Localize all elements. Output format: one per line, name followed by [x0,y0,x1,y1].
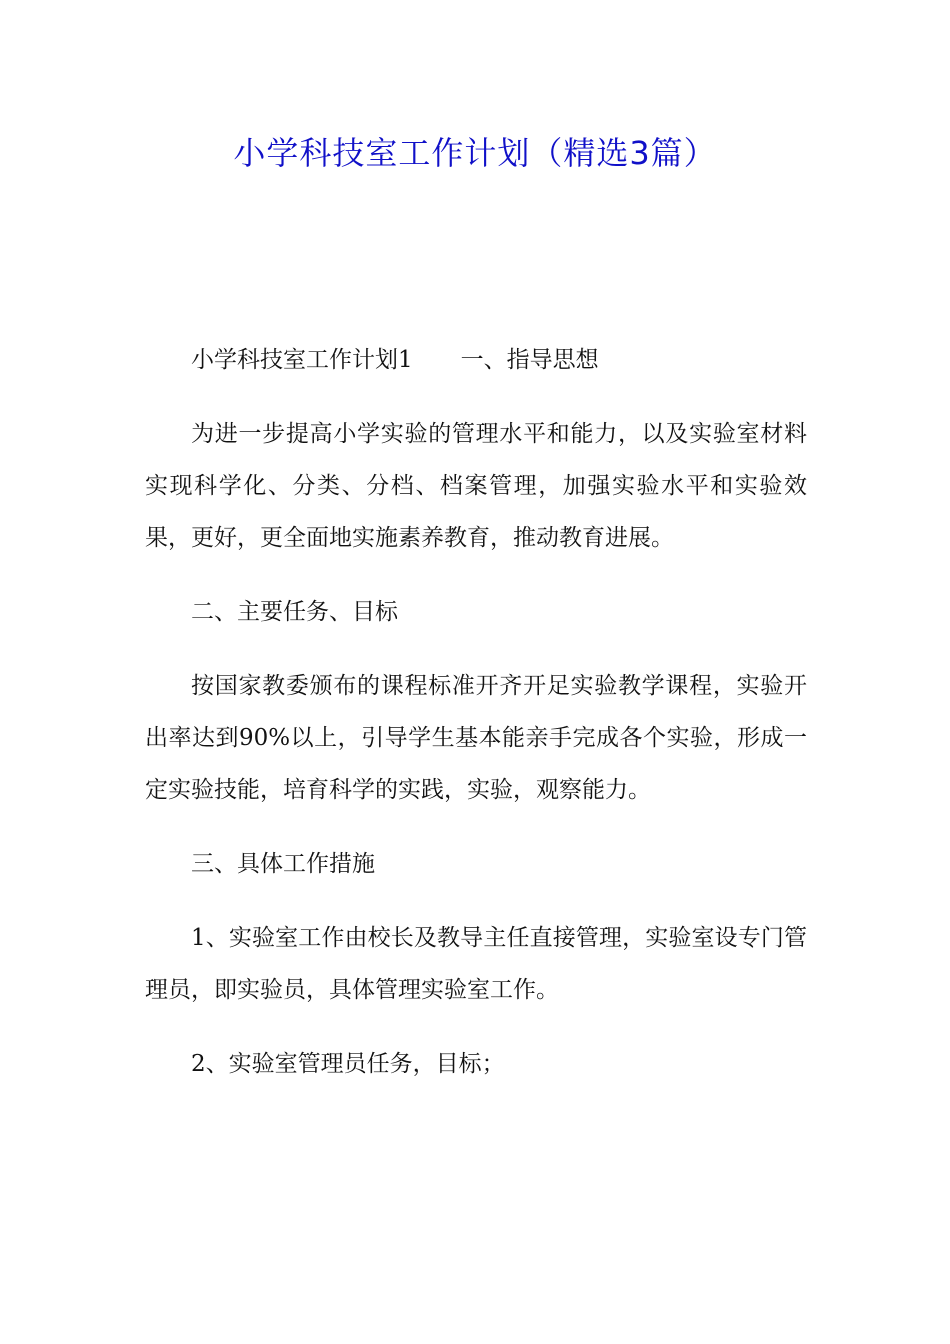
paragraph: 三、具体工作措施 [191,851,375,877]
document-title: 小学科技室工作计划（精选3篇） [233,134,717,172]
paragraph: 为进一步提高小学实验的管理水平和能力，以及实验室材料实现科学化、分类、分档、档案管理，加强实验水平和实验效果，更好，更全面地实施素养教育，推动教育进展。 [145,421,807,551]
document-body [145,334,807,1112]
paragraph: 1、实验室工作由校长及教导主任直接管理，实验室设专门管理员，即实验员，具体管理实验室工作。 [145,925,807,1003]
paragraph: 按国家教委颁布的课程标准开齐开足实验教学课程，实验开出率达到90%以上，引导学生基本能亲手完成各个实验，形成一定实验技能，培育科学的实践，实验，观察能力。 [145,673,807,803]
paragraph: 二、主要任务、目标 [191,599,398,625]
paragraph: 2、实验室管理员任务，目标； [191,1051,505,1077]
section-heading-line [145,334,807,386]
first-heading: 一、指导思想 [460,347,599,373]
section-heading: 小学科技室工作计划1 [191,347,413,373]
